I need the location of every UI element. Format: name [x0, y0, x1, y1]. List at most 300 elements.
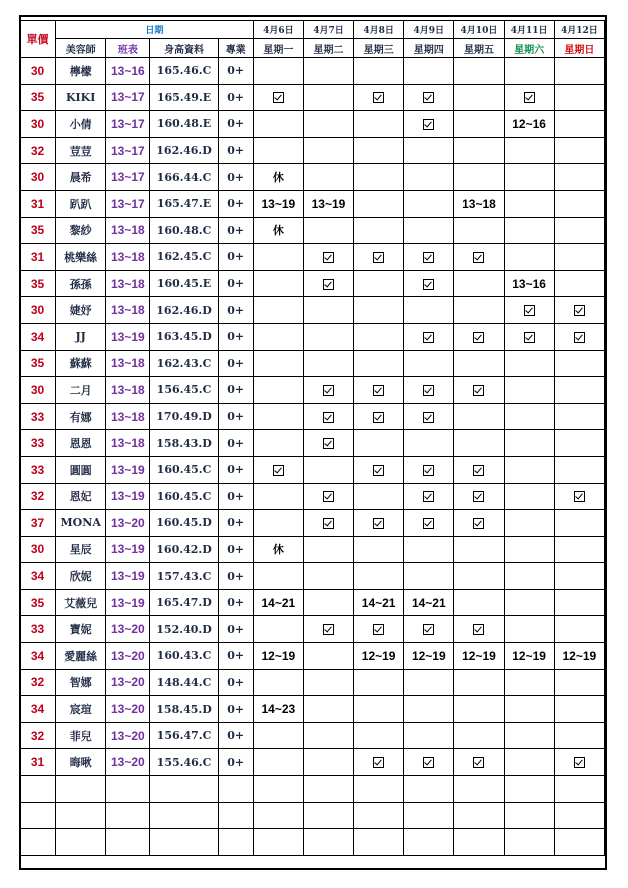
shift-cell: 13~20 [106, 510, 150, 537]
blank-cell [504, 829, 554, 856]
day-cell [404, 164, 454, 191]
blank-cell [218, 776, 253, 803]
day-cell [303, 270, 353, 297]
table-row [20, 244, 605, 271]
day-cell [504, 749, 554, 776]
table-row [20, 84, 605, 111]
check-icon [423, 465, 434, 476]
check-icon [423, 624, 434, 635]
pro-cell: 0+ [218, 669, 253, 696]
schedule-table [19, 20, 605, 856]
day-cell [504, 217, 554, 244]
check-icon [524, 305, 535, 316]
day-cell [253, 669, 303, 696]
day-cell [554, 722, 604, 749]
name-cell: 荳荳 [56, 137, 106, 164]
price-header: 單價 [20, 21, 56, 58]
pro-cell: 0+ [218, 164, 253, 191]
day-cell [303, 58, 353, 85]
date-header: 日期 [56, 21, 254, 39]
day-cell [554, 749, 604, 776]
pro-cell: 0+ [218, 58, 253, 85]
schedule-time: 12~19 [361, 648, 396, 663]
table-row [20, 749, 605, 776]
day-cell [404, 350, 454, 377]
day-cell [454, 111, 504, 138]
day-cell [454, 350, 504, 377]
weekday-col-4: 星期五 [454, 39, 504, 58]
pro-cell: 0+ [218, 510, 253, 537]
name-cell: 愛麗絲 [56, 643, 106, 670]
shift-cell: 13~19 [106, 456, 150, 483]
table-row [20, 589, 605, 616]
day-cell [354, 270, 404, 297]
check-icon [323, 624, 334, 635]
name-cell: 桃樂絲 [56, 244, 106, 271]
shift-cell: 13~19 [106, 536, 150, 563]
name-cell: 黎紗 [56, 217, 106, 244]
weekday-col-2: 星期三 [354, 39, 404, 58]
check-icon [423, 757, 434, 768]
check-icon [373, 518, 384, 529]
table-row [20, 297, 605, 324]
day-cell [253, 643, 303, 670]
date-col-3: 4月9日 [404, 21, 454, 39]
day-cell [554, 589, 604, 616]
day-cell [253, 84, 303, 111]
day-cell [354, 190, 404, 217]
price-cell: 37 [20, 510, 56, 537]
shift-cell: 13~17 [106, 190, 150, 217]
shift-cell: 13~18 [106, 377, 150, 404]
day-cell [303, 430, 353, 457]
day-cell [354, 403, 404, 430]
blank-cell [106, 802, 150, 829]
day-cell [404, 323, 454, 350]
day-cell [554, 696, 604, 723]
blank-cell [106, 829, 150, 856]
price-cell: 31 [20, 749, 56, 776]
shift-cell: 13~18 [106, 244, 150, 271]
day-cell [454, 323, 504, 350]
table-row [20, 270, 605, 297]
body-cell: 162.46.D [150, 297, 218, 324]
name-cell: 趴趴 [56, 190, 106, 217]
table-row [20, 483, 605, 510]
table-row [20, 403, 605, 430]
blank-cell [554, 802, 604, 829]
day-cell [554, 164, 604, 191]
shift-cell: 13~20 [106, 722, 150, 749]
day-cell [404, 589, 454, 616]
name-cell: 寶妮 [56, 616, 106, 643]
check-icon [423, 119, 434, 130]
blank-cell [20, 776, 56, 803]
blank-row [20, 802, 605, 829]
check-icon [323, 412, 334, 423]
price-cell: 33 [20, 456, 56, 483]
day-cell [454, 669, 504, 696]
day-cell [303, 377, 353, 404]
day-cell [554, 217, 604, 244]
day-cell [454, 164, 504, 191]
schedule-time: 12~19 [411, 648, 446, 663]
day-cell [303, 190, 353, 217]
table-row [20, 137, 605, 164]
pro-cell: 0+ [218, 190, 253, 217]
price-cell: 34 [20, 323, 56, 350]
day-cell [354, 58, 404, 85]
day-cell [454, 722, 504, 749]
pro-cell: 0+ [218, 270, 253, 297]
day-cell [303, 244, 353, 271]
date-col-1: 4月7日 [303, 21, 353, 39]
day-cell [404, 643, 454, 670]
body-cell: 158.45.D [150, 696, 218, 723]
name-cell: 艾薇兒 [56, 589, 106, 616]
day-cell [253, 297, 303, 324]
day-cell [404, 563, 454, 590]
pro-cell: 0+ [218, 616, 253, 643]
day-cell [253, 430, 303, 457]
body-cell: 163.45.D [150, 323, 218, 350]
name-cell: JJ [56, 323, 106, 350]
check-icon [323, 438, 334, 449]
day-cell [554, 536, 604, 563]
shift-cell: 13~17 [106, 164, 150, 191]
day-cell [253, 722, 303, 749]
day-cell [504, 297, 554, 324]
day-cell [303, 111, 353, 138]
check-icon [473, 332, 484, 343]
day-cell [454, 696, 504, 723]
day-cell [504, 58, 554, 85]
pro-cell: 0+ [218, 696, 253, 723]
body-cell: 148.44.C [150, 669, 218, 696]
day-cell [404, 137, 454, 164]
pro-cell: 0+ [218, 323, 253, 350]
schedule-time: 14~21 [261, 595, 296, 610]
day-cell [354, 643, 404, 670]
price-cell: 34 [20, 563, 56, 590]
check-icon [323, 252, 334, 263]
day-cell [554, 669, 604, 696]
day-cell [404, 297, 454, 324]
day-cell [454, 270, 504, 297]
day-cell [554, 483, 604, 510]
day-cell [404, 722, 454, 749]
name-cell: 檸檬 [56, 58, 106, 85]
price-cell: 32 [20, 137, 56, 164]
shift-cell: 13~20 [106, 669, 150, 696]
shift-cell: 13~18 [106, 270, 150, 297]
body-cell: 165.47.D [150, 589, 218, 616]
day-cell [303, 510, 353, 537]
day-cell [354, 456, 404, 483]
blank-cell [150, 829, 218, 856]
name-cell: 婕妤 [56, 297, 106, 324]
body-cell: 165.46.C [150, 58, 218, 85]
day-cell [253, 589, 303, 616]
day-cell [504, 270, 554, 297]
day-cell [504, 456, 554, 483]
price-cell: 32 [20, 483, 56, 510]
body-cell: 160.45.C [150, 483, 218, 510]
day-cell [303, 217, 353, 244]
day-cell [354, 536, 404, 563]
shift-cell: 13~19 [106, 483, 150, 510]
day-cell [504, 643, 554, 670]
blank-cell [253, 802, 303, 829]
check-icon [423, 518, 434, 529]
name-cell: MONA [56, 510, 106, 537]
check-icon [574, 757, 585, 768]
day-cell [454, 190, 504, 217]
blank-cell [504, 802, 554, 829]
day-cell [504, 696, 554, 723]
price-cell: 34 [20, 696, 56, 723]
shift-cell: 13~17 [106, 111, 150, 138]
day-cell [404, 111, 454, 138]
price-cell: 35 [20, 217, 56, 244]
pro-cell: 0+ [218, 84, 253, 111]
pro-cell: 0+ [218, 137, 253, 164]
blank-cell [354, 802, 404, 829]
day-cell [404, 84, 454, 111]
day-cell [354, 483, 404, 510]
check-icon [373, 465, 384, 476]
body-cell: 160.45.C [150, 456, 218, 483]
date-col-5: 4月11日 [504, 21, 554, 39]
day-cell [354, 244, 404, 271]
blank-cell [404, 802, 454, 829]
pro-cell: 0+ [218, 377, 253, 404]
day-cell [303, 403, 353, 430]
blank-cell [20, 829, 56, 856]
check-icon [323, 385, 334, 396]
day-cell [554, 244, 604, 271]
day-cell [303, 350, 353, 377]
day-cell [504, 510, 554, 537]
blank-cell [454, 802, 504, 829]
table-row [20, 643, 605, 670]
price-cell: 34 [20, 643, 56, 670]
day-cell [454, 377, 504, 404]
day-cell [354, 616, 404, 643]
price-cell: 31 [20, 190, 56, 217]
name-cell: 二月 [56, 377, 106, 404]
day-cell [554, 297, 604, 324]
price-cell: 35 [20, 350, 56, 377]
shift-cell: 13~20 [106, 616, 150, 643]
day-cell [504, 377, 554, 404]
day-cell [253, 217, 303, 244]
day-cell [554, 270, 604, 297]
check-icon [524, 92, 535, 103]
day-cell [253, 137, 303, 164]
day-cell [454, 403, 504, 430]
day-cell [454, 244, 504, 271]
day-cell [454, 616, 504, 643]
day-cell [303, 536, 353, 563]
day-cell [504, 84, 554, 111]
day-cell [404, 430, 454, 457]
schedule-time: 14~21 [411, 595, 446, 610]
table-row [20, 350, 605, 377]
day-cell [253, 536, 303, 563]
blank-cell [354, 776, 404, 803]
body-cell: 165.49.E [150, 84, 218, 111]
schedule-time: 14~21 [361, 595, 396, 610]
check-icon [524, 332, 535, 343]
day-cell [303, 164, 353, 191]
day-cell [303, 669, 353, 696]
body-cell: 157.43.C [150, 563, 218, 590]
check-icon [373, 624, 384, 635]
shift-cell: 13~20 [106, 696, 150, 723]
day-cell [454, 749, 504, 776]
day-cell [303, 456, 353, 483]
check-icon [574, 305, 585, 316]
name-cell: 智娜 [56, 669, 106, 696]
price-cell: 32 [20, 669, 56, 696]
day-cell [303, 616, 353, 643]
day-cell [504, 563, 554, 590]
day-cell [554, 643, 604, 670]
schedule-time: 13~19 [311, 196, 346, 211]
day-cell [404, 403, 454, 430]
day-cell [404, 377, 454, 404]
body-cell: 156.45.C [150, 377, 218, 404]
rest-label: 休 [272, 171, 284, 185]
shift-cell: 13~18 [106, 430, 150, 457]
table-row [20, 323, 605, 350]
table-row [20, 58, 605, 85]
day-cell [303, 696, 353, 723]
day-cell [404, 696, 454, 723]
check-icon [473, 757, 484, 768]
day-cell [504, 244, 554, 271]
day-cell [253, 696, 303, 723]
day-cell [454, 643, 504, 670]
blank-cell [554, 829, 604, 856]
weekday-col-6: 星期日 [554, 39, 604, 58]
price-cell: 35 [20, 84, 56, 111]
day-cell [404, 190, 454, 217]
price-cell: 35 [20, 270, 56, 297]
day-cell [504, 483, 554, 510]
name-cell: 圓圓 [56, 456, 106, 483]
day-cell [504, 190, 554, 217]
day-cell [554, 563, 604, 590]
day-cell [554, 111, 604, 138]
day-cell [554, 323, 604, 350]
day-cell [504, 616, 554, 643]
schedule-time: 12~16 [512, 116, 546, 131]
shift-cell: 13~17 [106, 137, 150, 164]
name-cell: 宸瑄 [56, 696, 106, 723]
table-row [20, 430, 605, 457]
pro-cell: 0+ [218, 563, 253, 590]
day-cell [354, 217, 404, 244]
schedule-time: 13~18 [462, 196, 496, 211]
day-cell [454, 217, 504, 244]
price-cell: 32 [20, 722, 56, 749]
table-row [20, 722, 605, 749]
day-cell [303, 323, 353, 350]
shift-header: 班表 [106, 39, 150, 58]
day-cell [303, 563, 353, 590]
schedule-time: 13~19 [261, 196, 296, 211]
body-cell: 152.40.D [150, 616, 218, 643]
price-cell: 31 [20, 244, 56, 271]
day-cell [454, 430, 504, 457]
price-cell: 30 [20, 58, 56, 85]
day-cell [404, 58, 454, 85]
pro-cell: 0+ [218, 722, 253, 749]
day-cell [253, 244, 303, 271]
day-cell [354, 111, 404, 138]
shift-cell: 13~18 [106, 403, 150, 430]
check-icon [473, 518, 484, 529]
day-cell [253, 403, 303, 430]
day-cell [404, 749, 454, 776]
day-cell [354, 430, 404, 457]
blank-cell [56, 802, 106, 829]
blank-cell [20, 802, 56, 829]
pro-cell: 0+ [218, 111, 253, 138]
blank-cell [303, 802, 353, 829]
pro-cell: 0+ [218, 244, 253, 271]
body-cell: 160.45.E [150, 270, 218, 297]
date-col-6: 4月12日 [554, 21, 604, 39]
price-cell: 35 [20, 589, 56, 616]
body-cell: 160.42.D [150, 536, 218, 563]
rest-label: 休 [272, 543, 284, 557]
day-cell [504, 111, 554, 138]
check-icon [323, 279, 334, 290]
day-cell [303, 722, 353, 749]
price-cell: 30 [20, 111, 56, 138]
schedule-time: 12~19 [462, 648, 496, 663]
shift-cell: 13~16 [106, 58, 150, 85]
day-cell [354, 749, 404, 776]
blank-cell [354, 829, 404, 856]
day-cell [354, 696, 404, 723]
pro-cell: 0+ [218, 217, 253, 244]
table-row [20, 164, 605, 191]
day-cell [504, 536, 554, 563]
shift-cell: 13~19 [106, 323, 150, 350]
day-cell [303, 749, 353, 776]
price-cell: 33 [20, 430, 56, 457]
day-cell [554, 510, 604, 537]
day-cell [354, 323, 404, 350]
check-icon [423, 385, 434, 396]
weekday-col-5: 星期六 [504, 39, 554, 58]
check-icon [273, 465, 284, 476]
day-cell [504, 430, 554, 457]
day-cell [454, 137, 504, 164]
day-cell [504, 323, 554, 350]
blank-cell [554, 776, 604, 803]
blank-cell [106, 776, 150, 803]
pro-cell: 0+ [218, 350, 253, 377]
day-cell [303, 643, 353, 670]
day-cell [354, 669, 404, 696]
check-icon [373, 252, 384, 263]
day-cell [554, 84, 604, 111]
